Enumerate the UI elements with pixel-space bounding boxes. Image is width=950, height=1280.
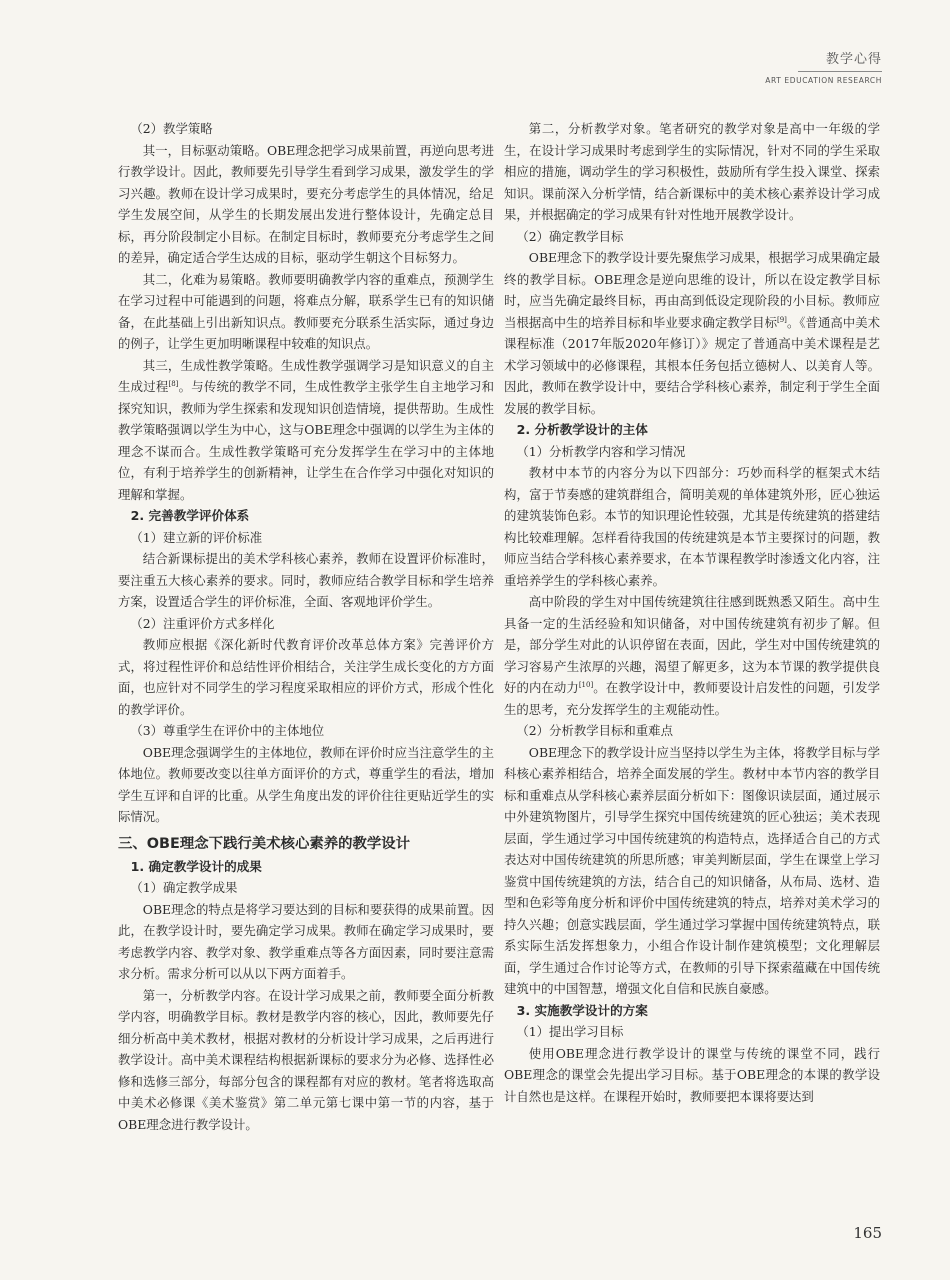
- subheading: （1）建立新的评价标准: [130, 529, 263, 545]
- subheading: （2）注重评价方式多样化: [130, 615, 275, 631]
- header-subtitle: ART EDUCATION RESEARCH: [765, 76, 882, 85]
- paragraph: [504, 247, 880, 419]
- paragraph: 其二，化难为易策略。教师要明确教学内容的重难点，预测学生在学习过程中可能遇到的问题，将难点分解，联系学生已有的知识储备，在此基础上引出新知识点。教师要充分联系生活实际，通过身边的例子，让学生更加明晰课程中较难的知识点。: [118, 271, 494, 351]
- paragraph: 结合新课标提出的美术学科核心素养，教师在设置评价标准时，要注重五大核心素养的要求。同时，教师应结合教学目标和学生培养方案，设置适合学生的评价标准，全面、客观地评价学生。: [118, 551, 494, 609]
- paragraph-text: 。《普通高中美术课程标准（2017年版2020年修订）》规定了普通高中美术课程是艺术学习领域中的必修课程，其根本任务包括立德树人、以美育人等。因此，教师在教学设计中，要结合学科核心素养，制定利于学生全面发展的教学目标。: [504, 314, 880, 416]
- subheading: （2）确定教学目标: [516, 228, 624, 244]
- paragraph: 第二，分析教学对象。笔者研究的教学对象是高中一年级的学生，在设计学习成果时考虑到学生的实际情况，针对不同的学生采取相应的措施，调动学生的学习积极性，鼓励所有学生投入课堂、探索知识。课前深入分析学情，结合新课标中的美术核心素养设计学习成果，并根据确定的学习成果有针对性地开展教学设计。: [504, 121, 880, 222]
- citation-ref: [8]: [168, 379, 179, 388]
- heading-evaluation-system: 2. 完善教学评价体系: [130, 508, 250, 523]
- subheading: （3）尊重学生在评价中的主体地位: [130, 723, 325, 738]
- paragraph-text: OBE理念下的教学设计要先聚焦学习成果，根据学习成果确定最终的教学目标。OBE理念是逆向思维的设计，所以在设定教学目标时，应当先确定最终目标，再由高到低设定现阶段的小目标。教师应当根据高中生的培养目标和毕业要求确定教学目标: [504, 250, 880, 330]
- paragraph: [504, 591, 880, 720]
- paragraph-text: 。与传统的教学不同，生成性教学主张学生自主地学习和探究知识，教师为学生探索和发现知识创造情境，提供帮助。生成性教学策略强调以学生为中心，这与OBE理念中强调的以学生为主体的理念不谋而合。生成性教学策略可充分发挥学生在学习中的主体地位，有利于培养学生的创新精神，让学生在合作学习中强化对知识的理解和掌握。: [118, 379, 495, 502]
- subheading-teaching-strategy: （2）教学策略: [130, 121, 213, 136]
- paragraph: OBE理念下的教学设计应当坚持以学生为主体，将教学目标与学科核心素养相结合，培养全面发展的学生。教材中本节内容的教学目标和重难点从学科核心素养层面分析如下：图像识读层面，通过展示中外建筑物图片，引导学生探究中国传统建筑的匠心独运；美术表现层面，学生通过学习中国传统建筑的构造特点，选择适合自己的方式表达对中国传统建筑的所思所感；审美判断层面，学生在课堂上学习鉴赏中国传统建筑的方法，结合自己的知识储备，从布局、选材、造型和色彩等角度分析和评价中国传统建筑的特点，培养对美术学习的持久兴趣；创意实践层面，学生通过学习掌握中国传统建筑特点，联系实际生活发挥想象力，小组合作设计制作建筑模型；文化理解层面，学生通过合作讨论等方式，在教师的引导下探索蕴藏在中国传统建筑中的中国智慧，增强文化自信和民族自豪感。: [504, 744, 880, 996]
- right-column: [504, 118, 880, 1107]
- paragraph-text: 高中阶段的学生对中国传统建筑往往感到既熟悉又陌生。高中生具备一定的生活经验和知识储备，对中国传统建筑有初步了解。但是，部分学生对此的认识停留在表面，因此，学生对中国传统建筑的学习容易产生浓厚的兴趣，渴望了解更多，这为本节课的教学提供良好的内在动力: [504, 594, 880, 695]
- paragraph-text: 其三，生成性教学策略。生成性教学强调学习是知识意义的自主生成过程: [118, 357, 494, 394]
- paragraph: 使用OBE理念进行教学设计的课堂与传统的课堂不同，践行OBE理念的课堂会先提出学习目标。基于OBE理念的本课的教学设计自然也是这样。在课程开始时，教师要把本课将要达到: [504, 1045, 880, 1104]
- header-category: 教学心得: [825, 52, 882, 67]
- citation-ref: [10]: [578, 680, 594, 689]
- section-heading: 三、OBE理念下践行美术核心素养的教学设计: [118, 835, 411, 852]
- heading-determine-result: 1. 确定教学设计的成果: [130, 858, 262, 874]
- paragraph: 教材中本节的内容分为以下四部分：巧妙而科学的框架式木结构，富于节奏感的建筑群组合，简明美观的单体建筑外形，匠心独运的建筑装饰色彩。本节的知识理论性较强，尤其是传统建筑的搭建结构比较难理解。怎样看待我国的传统建筑是本节主要探讨的问题，教师应当结合学科核心素养要求，在本节课程教学时渗透文化内容，注重培养学生的学科核心素养。: [504, 465, 880, 588]
- paragraph: [118, 355, 494, 506]
- page-number: 165: [853, 1224, 882, 1242]
- left-column: [118, 118, 494, 1135]
- paragraph-text: 。在教学设计中，教师要设计启发性的问题，引发学生的思考，充分发挥学生的主观能动性。: [504, 680, 881, 717]
- paragraph: 其一，目标驱动策略。OBE理念把学习成果前置，再逆向思考进行教学设计。因此，教师要先引导学生看到学习成果，激发学生的学习兴趣。教师在设计学习成果时，要充分考虑学生的具体情况，给足学生发展空间，从学生的长期发展出发进行整体设计，先确定总目标，再分阶段制定小目标。在制定目标时，教师要充分考虑学生之间的差异，确定适合学生达成的目标，驱动学生朝这个目标努力。: [118, 142, 494, 265]
- paragraph: 第一，分析教学内容。在设计学习成果之前，教师要全面分析教学内容，明确教学目标。教材是教学内容的核心，因此，教师要先仔细分析高中美术教材，根据对教材的分析设计学习成果，之后再进行教学设计。高中美术课程结构根据新课标的要求分为必修、选择性必修和选修三部分，每部分包含的课程都有对应的教材。笔者将选取高中美术必修课《美术鉴赏》第二单元第七课中第一节的内容，基于OBE理念进行教学设计。: [118, 987, 494, 1132]
- header-rule: [798, 71, 882, 72]
- subheading: （1）分析教学内容和学习情况: [516, 443, 686, 459]
- subheading: （1）确定教学成果: [130, 880, 238, 895]
- citation-ref: [9]: [777, 315, 787, 324]
- heading-implementation-plan: 3. 实施教学设计的方案: [516, 1002, 648, 1018]
- heading-design-subject: 2. 分析教学设计的主体: [516, 422, 648, 437]
- subheading: （2）分析教学目标和重难点: [516, 723, 673, 738]
- subheading: （1）提出学习目标: [516, 1024, 624, 1039]
- paragraph: OBE理念的特点是将学习要达到的目标和要获得的成果前置。因此，在教学设计时，要先确定学习成果。教师在确定学习成果时，要考虑教学内容、教学对象、教学重难点等各方面因素，同时要注意需求分析。需求分析可以从以下两方面着手。: [118, 901, 494, 981]
- paragraph: 教师应根据《深化新时代教育评价改革总体方案》完善评价方式，将过程性评价和总结性评价相结合，关注学生成长变化的方方面面，也应针对不同学生的学习程度采取相应的评价方式，形成个性化的教学评价。: [118, 637, 494, 717]
- paragraph: OBE理念强调学生的主体地位，教师在评价时应当注意学生的主体地位。教师要改变以往单方面评价的方式，尊重学生的看法，增加学生互评和自评的比重。从学生角度出发的评价往往更贴近学生的实际情况。: [118, 744, 494, 824]
- running-header: [765, 48, 882, 85]
